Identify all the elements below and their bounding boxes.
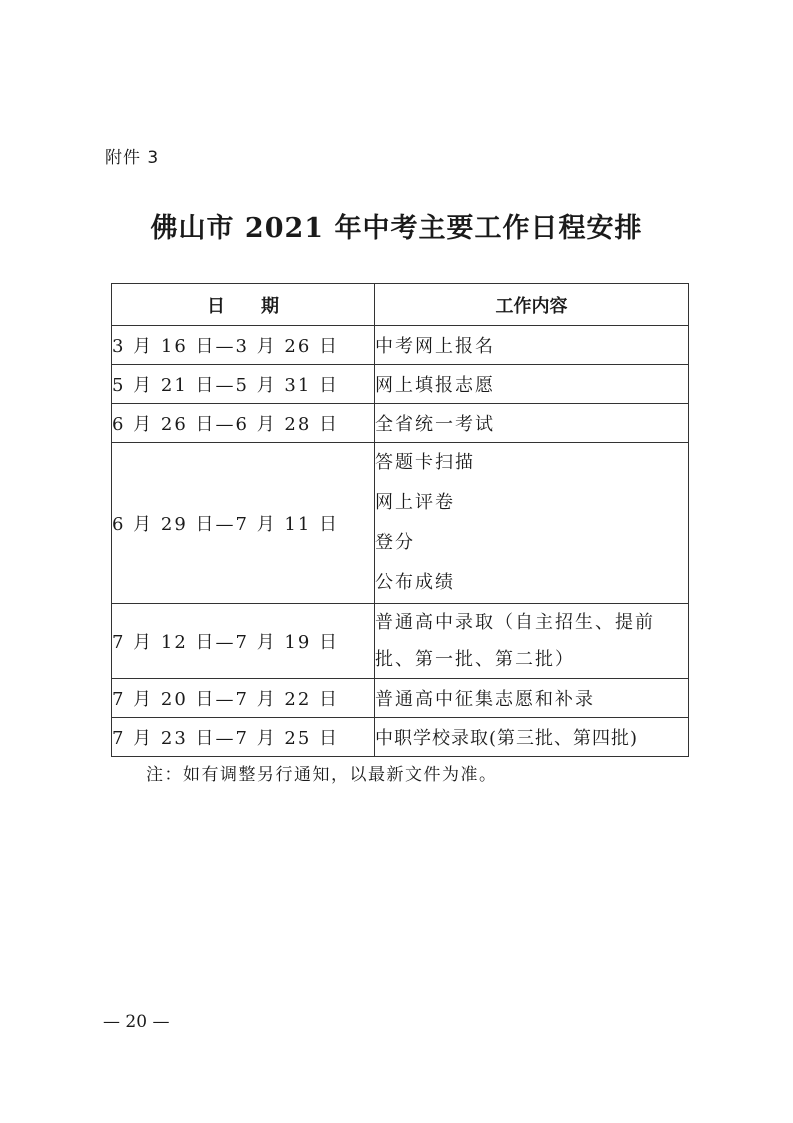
date-cell: 7 月 20 日—7 月 22 日 [112, 679, 375, 718]
content-cell [375, 604, 689, 679]
date-cell: 7 月 23 日—7 月 25 日 [112, 718, 375, 757]
date-cell: 5 月 21 日—5 月 31 日 [112, 365, 375, 404]
table-row [112, 679, 689, 718]
table-row [112, 326, 689, 365]
table-row [112, 404, 689, 443]
content-cell: 普通高中征集志愿和补录 [375, 679, 689, 718]
content-cell: 中考网上报名 [375, 326, 689, 365]
content-cell: 全省统一考试 [375, 404, 689, 443]
schedule-table [111, 283, 689, 757]
content-cell: 中职学校录取(第三批、第四批) [375, 718, 689, 757]
date-cell: 3 月 16 日—3 月 26 日 [112, 326, 375, 365]
table-row [112, 365, 689, 404]
content-cell [375, 443, 689, 604]
content-line: 普通高中录取（自主招生、提前 [375, 612, 655, 633]
date-cell: 6 月 26 日—6 月 28 日 [112, 404, 375, 443]
content-line: 网上评卷 [375, 492, 455, 513]
table-row [112, 443, 689, 604]
date-cell: 7 月 12 日—7 月 19 日 [112, 604, 375, 679]
date-cell: 6 月 29 日—7 月 11 日 [112, 443, 375, 604]
page-number: — 20 — [103, 1012, 170, 1032]
table-row [112, 604, 689, 679]
table-header-row [112, 284, 689, 326]
content-column-header: 工作内容 [375, 284, 689, 326]
footnote: 注：如有调整另行通知，以最新文件为准。 [146, 765, 498, 785]
table-row [112, 718, 689, 757]
document-title: 佛山市 2021 年中考主要工作日程安排 [150, 213, 643, 244]
content-line: 答题卡扫描 [375, 452, 475, 473]
content-line: 批、第一批、第二批） [375, 649, 575, 670]
attachment-label: 附件 3 [105, 148, 160, 168]
content-cell: 网上填报志愿 [375, 365, 689, 404]
content-line: 公布成绩 [375, 572, 455, 593]
date-column-header: 日 期 [112, 284, 375, 326]
content-line: 登分 [375, 532, 415, 553]
